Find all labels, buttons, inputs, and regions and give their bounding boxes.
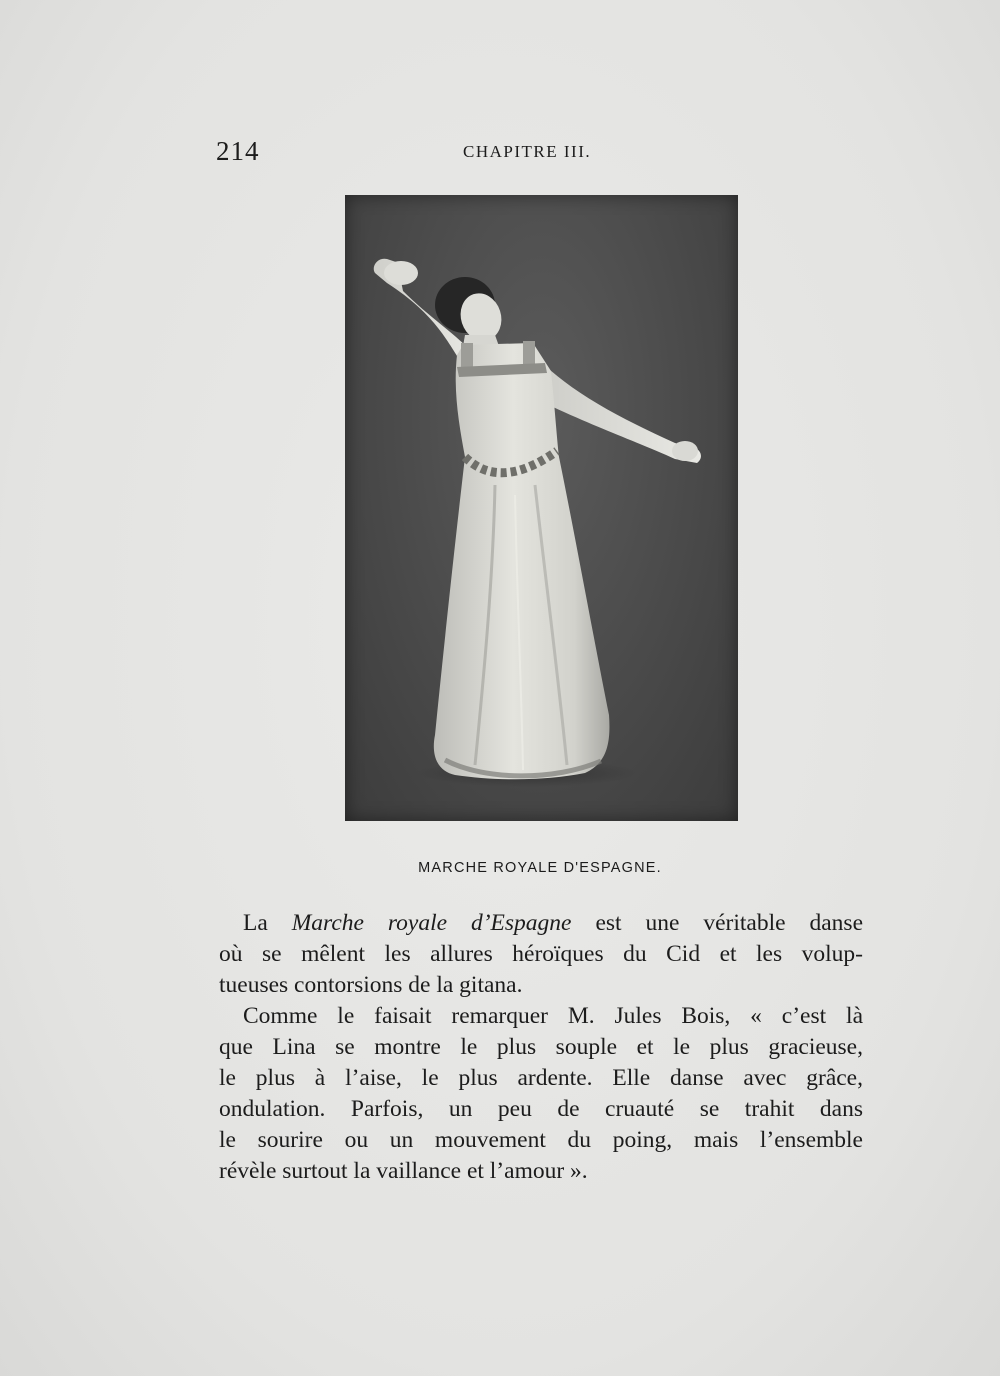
text-line: ondulation. Parfois, un peu de cruauté se trahit dans <box>219 1096 863 1122</box>
photograph-plate <box>345 195 738 821</box>
text-segment: La <box>243 910 292 936</box>
extended-fist <box>672 441 698 461</box>
figure-caption: MARCHE ROYALE D'ESPAGNE. <box>418 860 662 876</box>
text-line: le sourire ou un mouvement du poing, mais l’ensemble <box>219 1127 863 1153</box>
text-segment: est une véritable danse <box>571 910 863 936</box>
body-text <box>219 908 863 1187</box>
italic-title: Marche royale d’Espagne <box>291 910 572 936</box>
text-line <box>219 908 863 939</box>
text-line: tueuses contorsions de la gitana. <box>219 972 523 998</box>
running-title: CHAPITRE III. <box>463 142 592 161</box>
dancer-photograph <box>345 195 738 821</box>
raised-fist <box>384 261 418 285</box>
text-line: révèle surtout la vaillance et l’amour ». <box>219 1158 588 1184</box>
text-line: où se mêlent les allures héroïques du Cid et les volup- <box>219 941 863 967</box>
text-line: le plus à l’aise, le plus ardente. Elle danse avec grâce, <box>219 1065 863 1091</box>
text-line: que Lina se montre le plus souple et le plus gracieuse, <box>219 1034 863 1060</box>
text-line: Comme le faisait remarquer M. Jules Bois, « c’est là <box>243 1003 863 1029</box>
page-number: 214 <box>216 136 260 166</box>
